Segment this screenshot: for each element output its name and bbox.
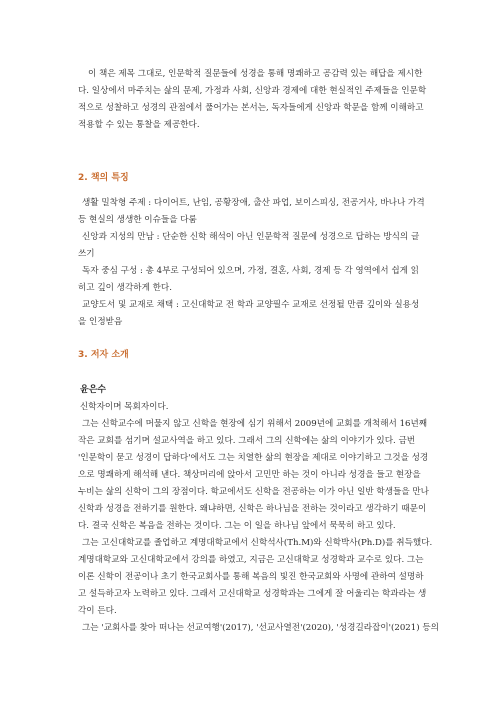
text-line: '인문학이 묻고 성경이 답하다'에서도 그는 치열한 삶의 현장을 제대로 이야기하고 그것을 성경 [78, 453, 429, 463]
text-line: 그는 '교회사를 찾아 떠나는 선교여행'(2017), '선교사열전'(2020), '성경길라잡이'(2021) 등의 [82, 623, 439, 633]
text-line: 쓰기 [78, 249, 95, 259]
features-list [78, 195, 430, 331]
text-line: 독자 중심 구성 : 총 4부로 구성되어 있으며, 가정, 결혼, 사회, 경제 등 각 영역에서 쉽게 읽 [82, 266, 419, 276]
section-heading-features: 2. 책의 특징 [78, 173, 129, 183]
text-line: 적으로 성찰하고 성경의 관점에서 풀어가는 본서는, 독자들에게 신앙과 학문을 함께 이해하고 [78, 103, 424, 113]
text-line: 이 책은 제목 그대로, 인문학적 질문들에 성경을 통해 명쾌하고 공감력 있는 해답을 제시한 [88, 69, 423, 79]
text-line: 을 인정받음 [78, 317, 123, 327]
text-line: 적용할 수 있는 통찰을 제공한다. [78, 120, 200, 130]
text-line: 이론 신학이 전공이나 초기 한국교회사를 통해 복음의 빛진 한국교회와 사명에 관하여 설명하 [78, 572, 424, 582]
text-line: 생활 밀착형 주제 : 다이어트, 난임, 공황장애, 출산 파업, 보이스피싱, 전공거사, 바나나 가격 [82, 198, 425, 208]
text-line: 고 설득하고자 노력하고 있다. 그래서 고신대학교 성경학과는 그에게 잘 어울리는 학과라는 생 [78, 589, 427, 599]
text-line: 히고 깊이 생각하게 한다. [78, 283, 172, 293]
section-heading-author: 3. 저자 소개 [78, 350, 129, 360]
text-line: 으로 명쾌하게 해석해 낸다. 책상머리에 앉아서 고민만 하는 것이 아니라 성경을 들고 현장을 [78, 470, 421, 480]
text-line: 신학과 성경을 전하기를 원한다. 왜냐하면, 신학은 하나님을 전하는 것이라고 생각하기 때문이 [78, 504, 427, 514]
text-line: 계명대학교와 고신대학교에서 강의를 하였고, 지금은 고신대학교 성경학과 교수로 있다. 그는 [78, 555, 424, 565]
author-bio [78, 399, 439, 637]
text-line: 그는 고신대학교를 졸업하고 계명대학교에서 신학석사(Th.M)와 신학박사(Ph.D)를 취득했다. [82, 538, 433, 548]
text-line: 다. 일상에서 마주치는 삶의 문제, 가정과 사회, 신앙과 경제에 대한 현실적인 주제들을 인문학 [78, 86, 427, 96]
text-line: 등 현실의 생생한 이슈들을 다룸 [78, 215, 197, 225]
intro-paragraph [78, 66, 430, 134]
text-line: 신앙과 지성의 만남 : 단순한 신학 해석이 아닌 인문학적 질문에 성경으로 답하는 방식의 글 [82, 232, 420, 242]
author-name: 윤은수 [80, 385, 107, 395]
text-line: 교양도서 및 교재로 채택 : 고신대학교 전 학과 교양필수 교재로 선정될 만큼 깊이와 실용성 [82, 300, 420, 310]
text-line: 작은 교회를 섬기며 설교사역을 하고 있다. 그래서 그의 신학에는 삶의 이야기가 있다. 금번 [78, 436, 416, 446]
text-line: 신학자이며 목회자이다. [80, 402, 169, 412]
text-line: 각이 든다. [78, 606, 117, 616]
text-line: 그는 신학교수에 머물지 않고 신학을 현장에 심기 위해서 2009년에 교회를 개척해서 16년째 [82, 419, 428, 429]
text-line: 다. 결국 신학은 복음을 전하는 것이다. 그는 이 일을 하나님 앞에서 묵묵히 하고 있다. [78, 521, 396, 531]
text-line: 누비는 삶의 신학이 그의 장점이다. 학교에서도 신학을 전공하는 이가 아닌 일반 학생들을 만나 [78, 487, 429, 497]
